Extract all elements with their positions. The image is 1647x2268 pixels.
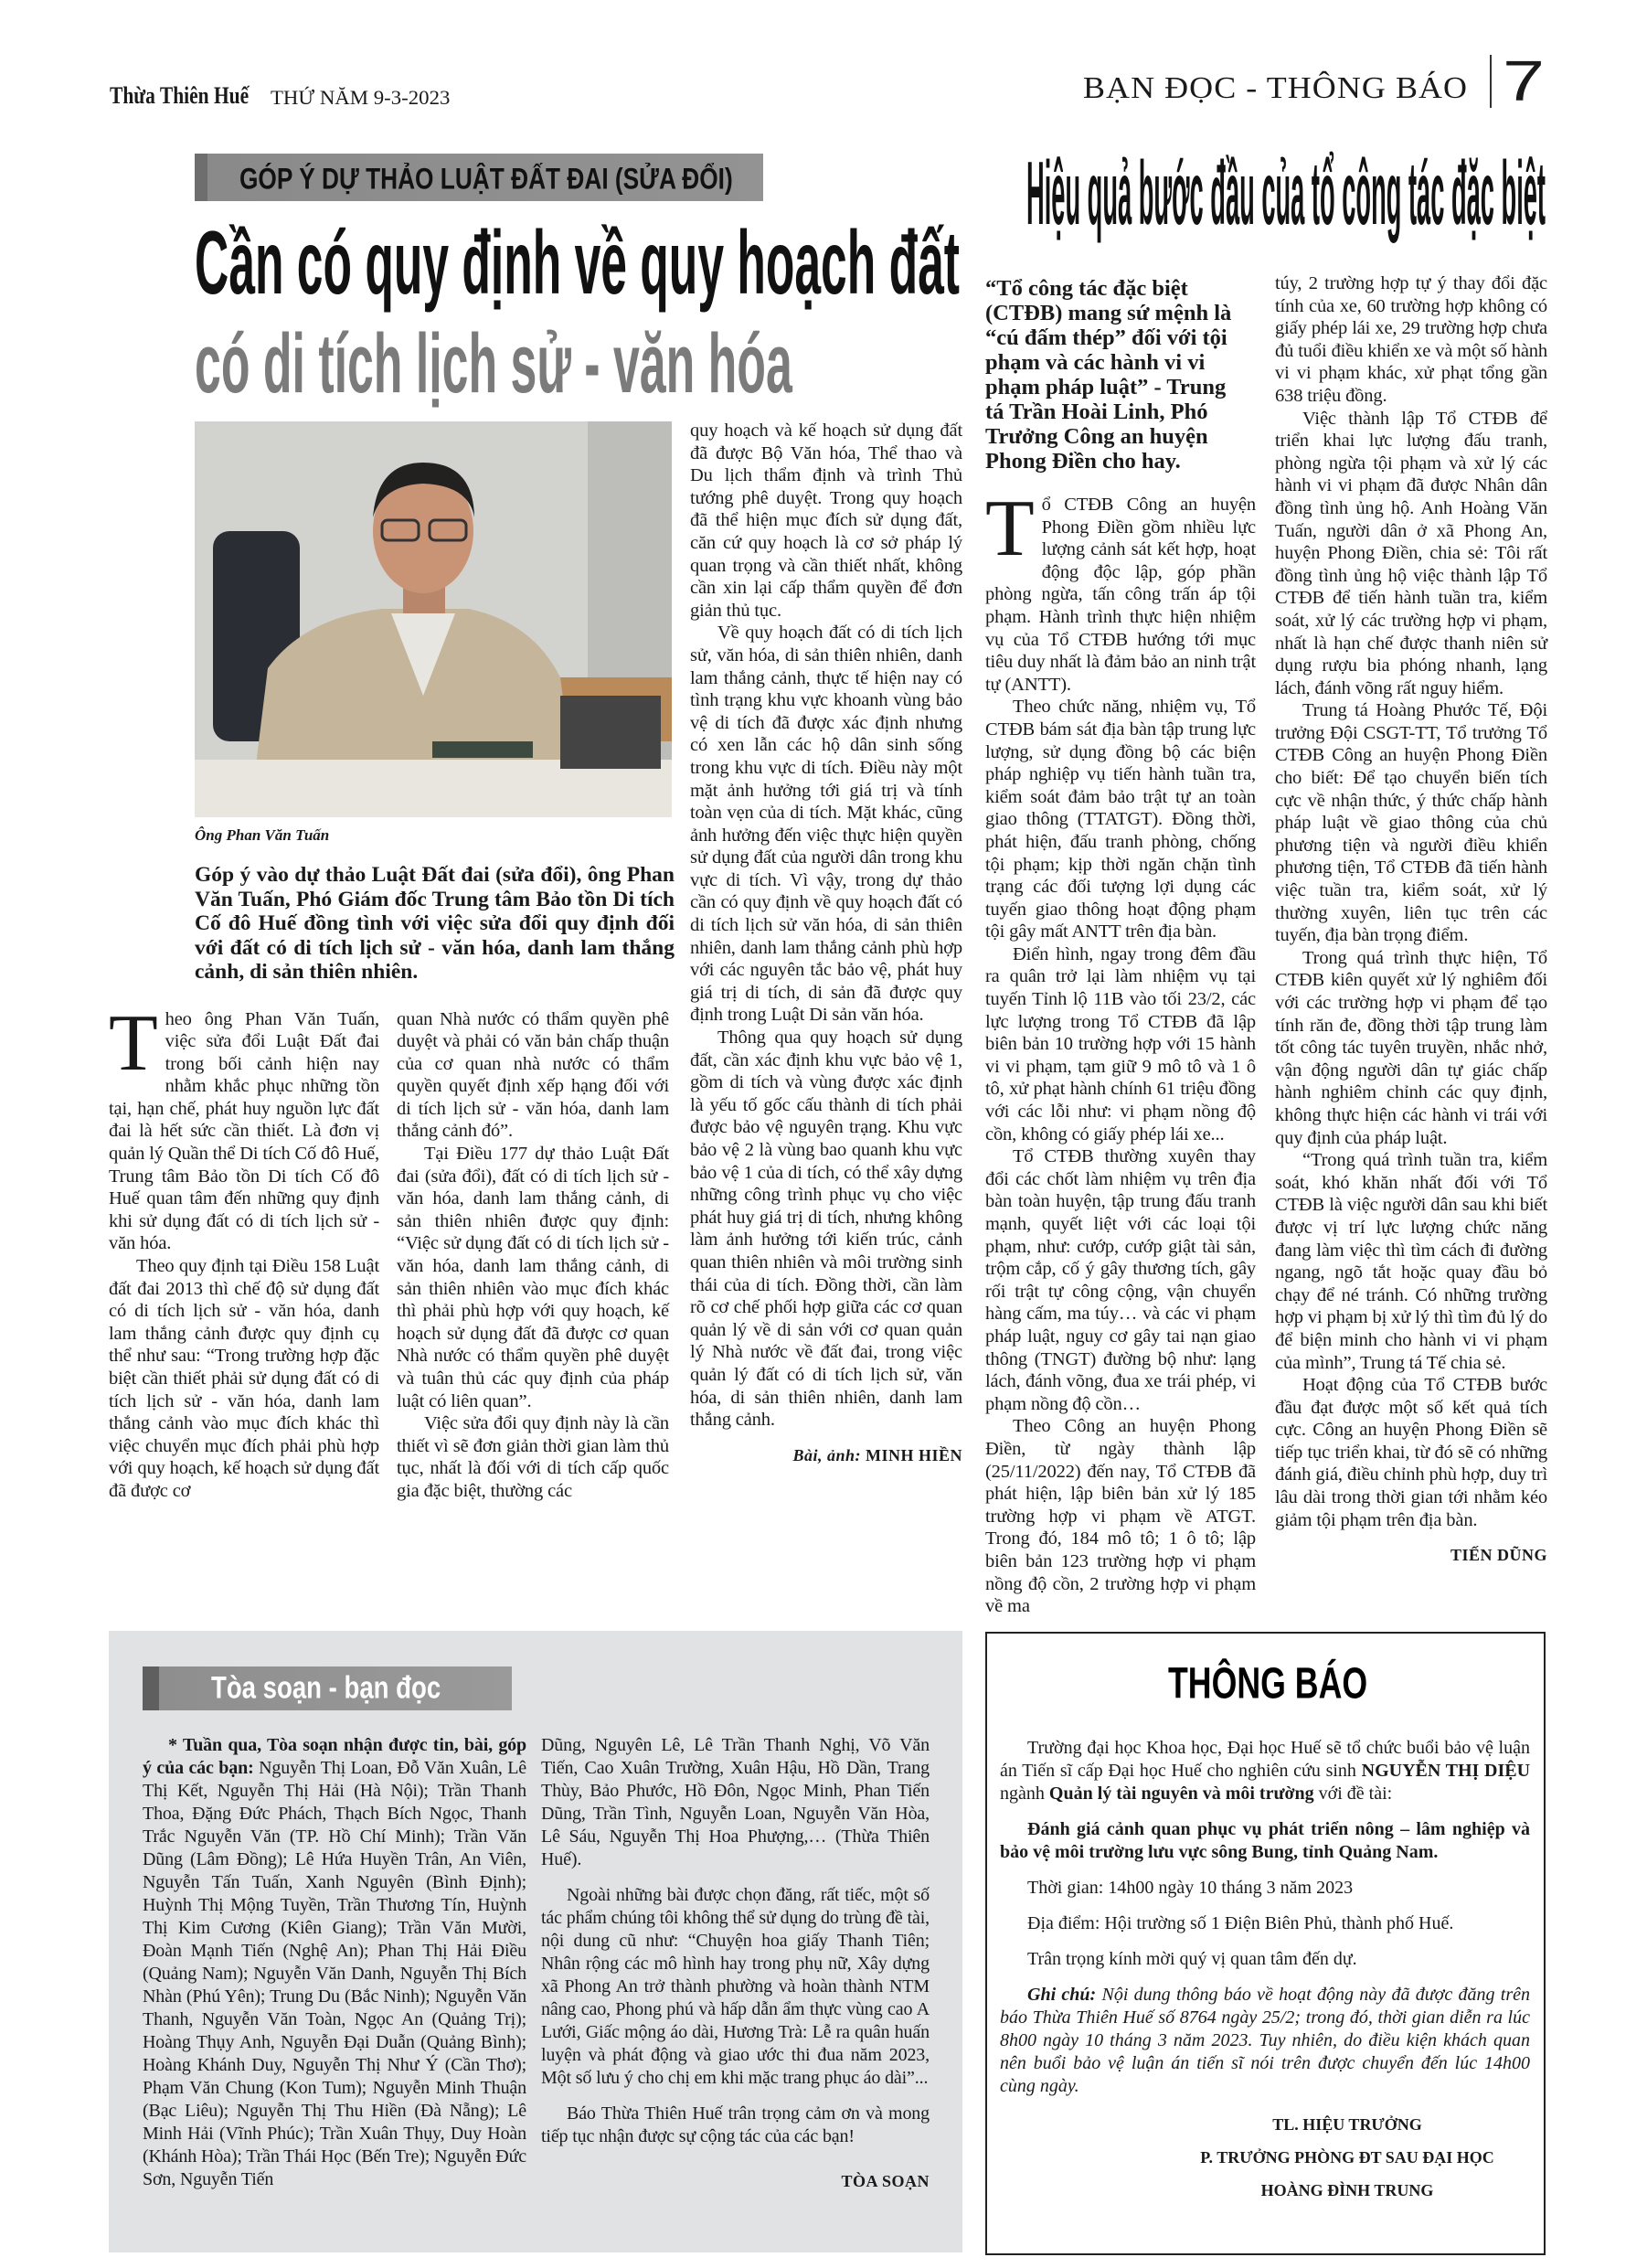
paragraph: Theo quy định tại Điều 158 Luật đất đai 2013 thì chế độ sử dụng đất có di tích lịch sử - văn hóa, danh lam thắng cảnh được quy định cụ thể như sau: “Trong trường hợp đặc biệt cần thiết phải sử dụng đất có di tích lịch sử - văn hóa, danh lam thắng cảnh vào mục đích khác thì việc chuyển mục đích phải phù hợp với quy hoạch, kế hoạch sử dụng đất đã được cơ [109, 1256, 379, 1501]
notice-note: Ghi chú: Nội dung thông báo về hoạt động này đã được đăng trên báo Thừa Thiên Huế số 8764 ngày 25/2; trong đó, thời gian diễn ra lúc 8h00 ngày 10 tháng 3 năm 2023. Tuy nhiên, do điều kiện khách quan nên buổi bảo vệ luận án tiến sĩ nói trên được chuyển đến lúc 14h00 cùng ngày. [1000, 1984, 1531, 2096]
readers-names-continued: Dũng, Nguyên Lê, Lê Trần Thanh Nghị, Võ Văn Tiến, Cao Xuân Trường, Xuân Hậu, Hồ Dần, Trang Thùy, Bảo Phước, Hồ Đôn, Ngọc Minh, Phan Tiến Dũng, Trần Tình, Nguyễn Loan, Nguyễn Văn Hòa, Lê Sáu, Nguyễn Thị Hoa Phượng,… (Thừa Thiên Huế). [541, 1734, 930, 1869]
paragraph: Báo Thừa Thiên Huế trân trọng cảm ơn và mong tiếp tục nhận được sự cộng tác của các bạn! [541, 2103, 930, 2146]
headline-line2: có di tích lịch sử - văn hóa [195, 317, 792, 410]
paragraph: heo ông Phan Văn Tuấn, việc sửa đổi Luật Đất đai trong bối cảnh hiện nay nhằm khắc phục những tồn tại, hạn chế, phát huy nguồn lực đất đai là hết sức cần thiết. Là đơn vị quản lý Quần thể Di tích Cố đô Huế, Trung tâm Bảo tồn Di tích Cố đô Huế quan tâm đến những quy định khi sử dụng đất có di tích lịch sử - văn hóa. [109, 1008, 379, 1254]
sign-line-1: TL. HIỆU TRƯỞNG [1272, 2114, 1422, 2134]
left-article-column-1 [109, 998, 379, 1503]
right-article-column-2 [1275, 272, 1547, 1567]
notice-intro: Trường đại học Khoa học, Đại học Huế sẽ tổ chức buổi bảo vệ luận án Tiến sĩ cấp Đại học Huế cho nghiên cứu sinh NGUYỄN THỊ DIỆU ngành Quản lý tài nguyên và môi trường với đề tài: [1000, 1737, 1531, 1804]
paragraph: Hoạt động của Tổ CTĐB bước đầu đạt được một số kết quả tích cực. Công an huyện Phong Điền sẽ tiếp tục triển khai, từ đó sẽ có những đánh giá, điều chỉnh phù hợp, duy trì lâu dài trong thời gian tới nhằm kéo giảm tội phạm trên địa bàn. [1275, 1375, 1547, 1530]
sign-line-2: P. TRƯỞNG PHÒNG ĐT SAU ĐẠI HỌC [1200, 2147, 1494, 2167]
paragraph: Việc sửa đổi quy định này là cần thiết vì sẽ đơn giản thời gian làm thủ tục, nhất là đối với di tích cấp quốc gia đặc biệt, thường các [397, 1413, 669, 1501]
paragraph: Ngoài những bài được chọn đăng, rất tiếc, một số tác phẩm chúng tôi không thể sử dụng do trùng đề tài, nội dung cũ như: “Chuyện hoa giấy Thanh Tiên; Nhân rộng các mô hình hay trong phụ nữ, Xây dựng xã Phong An trở thành phường và hoàn thành NTM nâng cao, Phong phú và hấp dẫn ẩm thực vùng cao A Lưới, Giấc mộng áo dài, Hương Trà: Lễ ra quân huấn luyện và phát động và giao ước thi đua năm 2023, Một số lưu ý cho chị em khi mặc trang phục áo dài”... [541, 1884, 930, 2088]
left-article-lower [109, 825, 675, 1503]
right-headline: Hiệu quả bước đầu của tổ công tác đặc biệt [1026, 143, 1546, 243]
paragraph: Trong quá trình thực hiện, Tổ CTĐB kiên quyết xử lý nghiêm đối với các trường hợp vi phạm để tạo tính răn đe, đồng thời tập trung làm tốt công tác tuyên truyền, nhắc nhở, vận động người dân tự giác chấp hành nghiêm chỉnh các quy định, không thực hiện các hành vi trái với quy định của pháp luật. [1275, 947, 1547, 1148]
readers-box [109, 1631, 962, 2252]
page-number: 7 [1503, 49, 1546, 113]
kicker: GÓP Ý DỰ THẢO LUẬT ĐẤT ĐAI (SỬA ĐỔI) [239, 163, 733, 196]
signature-block [1183, 2114, 1512, 2200]
readers-names: Nguyễn Thị Loan, Đỗ Văn Xuân, Lê Thị Kết, Nguyễn Thị Hải (Hà Nội); Trần Thanh Thoa, Đặng Đức Phách, Thạch Bích Ngọc, Thanh Trắc Nguyễn Văn (TP. Hồ Chí Minh); Trần Văn Dũng (Lâm Đồng); Lê Hứa Huyền Trân, An Viên, Nguyễn Tấn Tuấn, Xanh Nguyên (Bình Định); Huỳnh Thị Mộng Tuyền, Trần Thương Tín, Huỳnh Thị Kim Cương (Kiên Giang); Trần Văn Mười, Đoàn Mạnh Tiến (Nghệ An); Phan Thị Hải Điều (Quảng Nam); Nguyễn Văn Danh, Nguyễn Thị Bích Nhàn (Phú Yên); Trung Du (Bắc Ninh); Nguyễn Văn Thanh, Nguyễn Văn Toàn, Ngọc An (Quảng Trị); Hoàng Thụy Anh, Nguyễn Đại Duẫn (Quảng Bình); Hoàng Khánh Duy, Nguyễn Thị Như Ý (Cần Thơ); Phạm Văn Chung (Kon Tum); Nguyễn Minh Thuận (Bạc Liêu); Nguyễn Thị Thu Hiền (Đà Nẵng); Lê Minh Hải (Vĩnh Phúc); Trần Xuân Thụy, Duy Hoàn (Khánh Hòa); Trần Thái Học (Bến Tre); Nguyễn Đức Sơn, Nguyễn Tiến [143, 1757, 527, 2189]
notice-invite: Trân trọng kính mời quý vị quan tâm đến dự. [1027, 1948, 1357, 1969]
photo-caption: Ông Phan Văn Tuấn [195, 826, 330, 844]
header-divider [1490, 55, 1492, 108]
paragraph: Thông qua quy hoạch sử dụng đất, cần xác định khu vực bảo vệ 1, gồm di tích và vùng được xác định là yếu tố gốc cấu thành di tích phải được bảo vệ nguyên trạng. Khu vực bảo vệ 2 là vùng bao quanh khu vực bảo vệ 1 của di tích, có thể xây dựng những công trình phục vụ cho việc phát huy giá trị di tích, nhưng không làm ảnh hưởng tới kiến trúc, cảnh quan thiên nhiên và môi trường sinh thái của di tích. Đồng thời, cần làm rõ cơ chế phối hợp giữa các cơ quan quản lý về di sản với cơ quan quản lý Nhà nước về đất đai, trong việc quản lý đất có di tích lịch sử, văn hóa, di sản thiên nhiên, danh lam thắng cảnh. [690, 1028, 962, 1431]
candidate-name: NGUYỄN THỊ DIỆU [1361, 1760, 1531, 1781]
right-lead: “Tổ công tác đặc biệt (CTĐB) mang sứ mệnh là “cú đấm thép” đối với tội phạm và các hành vi vi phạm pháp luật” - Trung tá Trần Hoài Linh, Phó Trưởng Công an huyện Phong Điền cho hay. [985, 276, 1232, 474]
paragraph: Về quy hoạch đất có di tích lịch sử, văn hóa, di sản thiên nhiên, danh lam thắng cảnh, thực tế hiện nay có tình trạng khu vực khoanh vùng bảo vệ di tích đã được xác định nhưng có xen lẫn các hộ dân sinh sống trong khu vực di tích. Điều này một mặt ảnh hưởng tới giá trị và tính toàn vẹn của di tích. Mặt khác, cũng ảnh hưởng đến việc thực hiện quyền sử dụng đất của người dân trong khu vực di tích. Vì vậy, trong dự thảo cần có quy định về quy hoạch đất có di tích lịch sử văn hóa, di sản thiên nhiên, danh lam thắng cảnh phù hợp với các nguyên tắc bảo vệ, phát huy giá trị di tích, di sản đã được quy định trong Luật Di sản văn hóa. [690, 623, 962, 1026]
right-article-left-column [985, 276, 1256, 1618]
left-article-column-3 [690, 420, 962, 1466]
drop-cap: T [985, 484, 1035, 573]
readers-intro: * Tuần qua, Tòa soạn nhận được tin, bài, góp ý của các bạn: [143, 1734, 526, 1778]
paper-name: Thừa Thiên Huế [110, 82, 250, 109]
notice-time: Thời gian: 14h00 ngày 10 tháng 3 năm 2023 [1027, 1877, 1354, 1898]
paragraph: quy hoạch và kế hoạch sử dụng đất đã được Bộ Văn hóa, Thể thao và Du lịch thẩm định và trình Thủ tướng phê duyệt. Trong quy hoạch đã thể hiện mục đích sử dụng đất, căn cứ quy hoạch là cơ sở pháp lý quan trọng và cần thiết nhất, không cần xin lại cấp thẩm quyền để đơn giản thủ tục. [690, 421, 962, 621]
readers-heading: Tòa soạn - bạn đọc [211, 1670, 441, 1706]
right-article-column-1 [985, 484, 1256, 1618]
byline-name: MINH HIỀN [865, 1445, 962, 1464]
paragraph: túy, 2 trường hợp tự ý thay đổi đặc tính của xe, 60 trường hợp không có giấy phép lái xe, 29 trường hợp chưa đủ tuổi điều khiển xe và một số hành vi vi phạm khác, xử phạt tổng gần 638 triệu đồng. [1275, 273, 1547, 406]
issue-date: THỨ NĂM 9-3-2023 [271, 86, 451, 109]
notice-title: THÔNG BÁO [1168, 1657, 1368, 1708]
paragraph: Trung tá Hoàng Phước Tế, Đội trưởng Đội CSGT-TT, Tổ trưởng Tổ CTĐB Công an huyện Phong Điền cho biết: Để tạo chuyển biến tích cực về nhận thức, ý thức chấp hành pháp luật về giao thông của chủ phương tiện và người điều khiển phương tiện, Tổ CTĐB đã tiến hành việc tuần tra, kiểm soát, xử lý thường xuyên, liên tục trên các tuyến, địa bàn trọng điểm. [1275, 700, 1547, 946]
readers-column-1 [143, 1734, 526, 2191]
notice-title-row [987, 1634, 1544, 1737]
thesis-topic: Đánh giá cảnh quan phục vụ phát triển nông – lâm nghiệp và bảo vệ môi trường lưu vực sông Bung, tỉnh Quảng Nam. [1000, 1818, 1530, 1862]
paragraph: Việc thành lập Tổ CTĐB để triển khai lực lượng đấu tranh, phòng ngừa tội phạm và xử lý các hành vi vi phạm đã được Nhân dân đồng tình ủng hộ. Anh Hoàng Văn Tuấn, người dân ở xã Phong An, huyện Phong Điền, chia sẻ: Tôi rất đồng tình ủng hộ việc thành lập Tổ CTĐB để tiến hành tuần tra, kiểm soát, xử lý các trường hợp vi phạm, nhất là hạn chế được thanh niên sử dụng rượu bia phóng nhanh, lạng lách, đánh võng rất nguy hiểm. [1275, 408, 1547, 698]
major: Quản lý tài nguyên và môi trường [1048, 1783, 1314, 1804]
paragraph: Điển hình, ngay trong đêm đầu ra quân trở lại làm nhiệm vụ tại tuyến Tỉnh lộ 11B vào tối 23/2, các lực lượng trong Tổ CTĐB đã lập biên bản 10 trường hợp với 15 hành vi vi phạm, tạm giữ 9 mô tô và 1 ô tô, xử phạt hành chính 61 triệu đồng với các lỗi như: vi phạm nồng độ cồn, không có giấy phép lái xe... [985, 943, 1256, 1145]
paragraph: Theo chức năng, nhiệm vụ, Tổ CTĐB bám sát địa bàn tập trung lực lượng, sử dụng đồng bộ các biện pháp nghiệp vụ tiến hành tuần tra, kiểm soát đảm bảo trật tự an toàn giao thông (TTATGT). Đồng thời, phát hiện, đấu tranh phòng, chống tội phạm; kịp thời ngăn chặn tình trạng các đối tượng lợi dụng các tuyến giao thông hoạt động phạm tội gây mất ANTT trên địa bàn. [985, 697, 1256, 942]
sign-name: HOÀNG ĐÌNH TRUNG [1260, 2180, 1434, 2199]
left-article-byline [690, 1444, 962, 1467]
portrait-photo [195, 421, 672, 817]
readers-byline: TÒA SOẠN [841, 2171, 930, 2190]
paragraph: “Trong quá trình tuần tra, kiểm soát, khó khăn nhất đối với Tổ CTĐB là việc người dân sau khi biết được vị trí lực lượng chức năng đang làm việc thì tìm cách đi đường ngang, ngõ tắt hoặc quay đầu bỏ chạy để né tránh. Có những trường hợp vi phạm bị xử lý thì tìm đủ lý do để biện minh cho hành vi vi phạm của mình”, Trung tá Tế chia sẻ. [1275, 1150, 1547, 1373]
drop-cap: T [109, 998, 158, 1088]
paragraph: Tại Điều 177 dự thảo Luật Đất đai (sửa đổi), đất có di tích lịch sử - văn hóa, danh lam thắng cảnh, di sản thiên nhiên được quy định: “Việc sử dụng đất có di tích lịch sử - văn hóa, danh lam thắng cảnh, di sản thiên nhiên vào mục đích khác thì phải phù hợp với quy hoạch, kế hoạch sử dụng đất đã được cơ quan Nhà nước có thẩm quyền phê duyệt và tuân thủ các quy định của pháp luật có liên quan”. [397, 1144, 669, 1411]
paragraph: Tổ CTĐB thường xuyên thay đổi các chốt làm nhiệm vụ trên địa bàn toàn huyện, tập trung đấu tranh mạnh, quyết liệt với các loại tội phạm, như: cướp, cướp giật tài sản, trộm cắp, cố ý gây thương tích, gây rối trật tự công cộng, vận chuyển hàng cấm, ma túy… và các vi phạm pháp luật, nguy cơ gây tai nạn giao thông (TNGT) đường bộ như: lạng lách, đánh võng, đua xe trái phép, vi phạm nồng độ cồn… [985, 1146, 1256, 1414]
left-article-column-2 [397, 1008, 669, 1503]
byline-label: Bài, ảnh: [792, 1445, 861, 1464]
readers-heading-bar [143, 1666, 512, 1710]
paragraph: Theo Công an huyện Phong Điền, từ ngày thành lập (25/11/2022) đến nay, Tổ CTĐB đã phát hiện, lập biên bản xử lý 185 trường hợp vi phạm về ATGT. Trong đó, 184 mô tô; 1 ô tô; lập biên bản 123 trường hợp vi phạm nồng độ cồn, 2 trường hợp vi phạm về ma [985, 1416, 1256, 1617]
paragraph: ổ CTĐB Công an huyện Phong Điền gồm nhiều lực lượng cảnh sát kết hợp, hoạt động độc lập, góp phần phòng ngừa, tấn công trấn áp tội phạm. Hành trình thực hiện nhiệm vụ của Tổ CTĐB hướng tới mục tiêu duy nhất là đảm bảo an ninh trật tự (ANTT). [985, 495, 1256, 695]
notice-box [985, 1632, 1546, 2255]
section-title: BẠN ĐỌC - THÔNG BÁO [1083, 71, 1469, 105]
headline-line1: Cần có quy định về quy hoạch đất [195, 212, 960, 313]
notice-place: Địa điểm: Hội trường số 1 Điện Biên Phủ, thành phố Huế. [1027, 1912, 1454, 1933]
notice-body [1000, 1737, 1530, 2219]
readers-column-2 [541, 1734, 930, 2193]
lead-paragraph: Góp ý vào dự thảo Luật Đất đai (sửa đổi), ông Phan Văn Tuấn, Phó Giám đốc Trung tâm Bảo tồn Di tích Cố đô Huế đồng tình với việc sửa đổi quy định đối với đất có di tích lịch sử - văn hóa, danh lam thắng cảnh, di sản thiên nhiên. [195, 863, 675, 984]
paragraph: quan Nhà nước có thẩm quyền phê duyệt và phải có văn bản chấp thuận của cơ quan nhà nước có thẩm quyền quyết định xếp hạng đối với di tích lịch sử - văn hóa, danh lam thắng cảnh đó”. [397, 1008, 669, 1142]
right-article-byline: TIẾN DŨNG [1450, 1546, 1547, 1565]
